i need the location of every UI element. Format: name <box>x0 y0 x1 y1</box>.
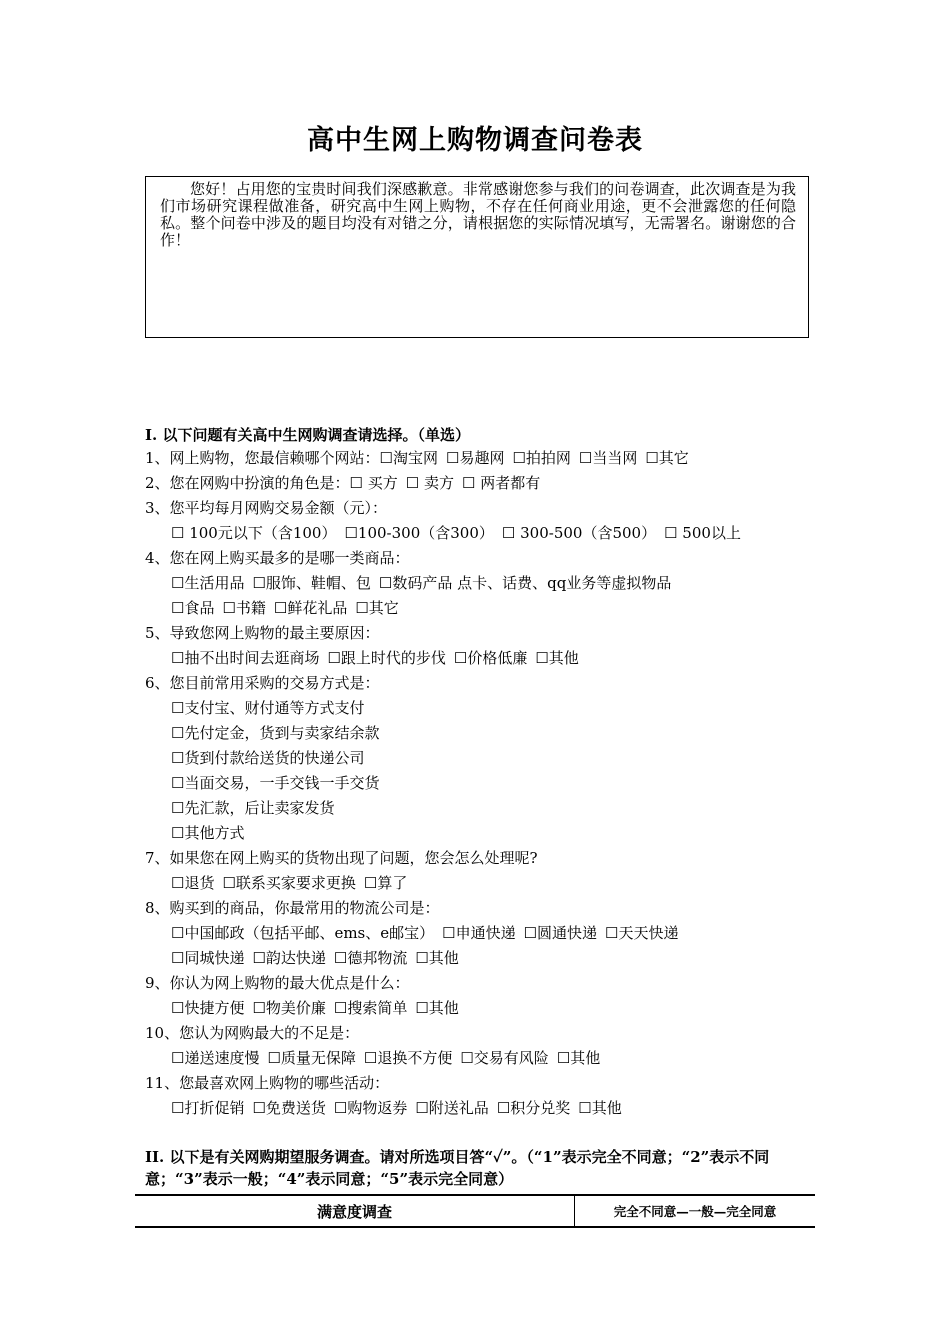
section-1 <box>145 424 815 1121</box>
option-checkbox[interactable]: ☐质量无保障 <box>267 1049 356 1067</box>
intro-box <box>145 176 809 338</box>
option-checkbox[interactable]: ☐申通快递 <box>442 924 516 942</box>
option-checkbox[interactable]: ☐ 两者都有 <box>461 474 541 492</box>
option-line <box>145 746 815 771</box>
option-line <box>145 571 815 596</box>
question-4 <box>145 546 815 571</box>
question-text: 5、导致您网上购物的最主要原因： <box>145 624 380 642</box>
option-checkbox[interactable]: ☐服饰、鞋帽、包 <box>252 574 371 592</box>
option-checkbox[interactable]: ☐跟上时代的步伐 <box>327 649 446 667</box>
question-8 <box>145 896 815 921</box>
option-checkbox[interactable]: ☐附送礼品 <box>415 1099 489 1117</box>
question-text: 2、您在网购中扮演的角色是： <box>145 474 350 492</box>
question-2 <box>145 471 815 496</box>
option-line <box>145 1046 815 1071</box>
question-text: 4、您在网上购买最多的是哪一类商品： <box>145 549 410 567</box>
question-5 <box>145 621 815 646</box>
option-checkbox[interactable]: ☐其它 <box>645 449 689 467</box>
option-checkbox[interactable]: ☐购物返券 <box>333 1099 408 1117</box>
section-1-heading: I. 以下问题有关高中生网购调查请选择。（单选） <box>145 426 470 444</box>
option-checkbox[interactable]: ☐同城快递 <box>171 949 245 967</box>
option-checkbox[interactable]: ☐其他 <box>535 649 579 667</box>
question-6 <box>145 671 815 696</box>
option-checkbox[interactable]: ☐易趣网 <box>446 449 505 467</box>
option-line <box>145 696 815 721</box>
option-checkbox[interactable]: ☐支付宝、财付通等方式支付 <box>171 699 365 717</box>
table-header-row <box>135 1195 815 1227</box>
option-checkbox[interactable]: ☐物美价廉 <box>252 999 326 1017</box>
option-checkbox[interactable]: ☐积分兑奖 <box>496 1099 571 1117</box>
question-list <box>145 446 815 1121</box>
question-10 <box>145 1021 815 1046</box>
option-checkbox[interactable]: ☐退货 <box>171 874 215 892</box>
option-checkbox[interactable]: ☐免费送货 <box>252 1099 326 1117</box>
option-checkbox[interactable]: ☐当面交易，一手交钱一手交货 <box>171 774 380 792</box>
option-checkbox[interactable]: ☐ 500以上 <box>664 524 741 542</box>
option-checkbox[interactable]: ☐先汇款，后让卖家发货 <box>171 799 335 817</box>
option-checkbox[interactable]: ☐其他方式 <box>171 824 245 842</box>
question-11 <box>145 1071 815 1096</box>
option-checkbox[interactable]: ☐其他 <box>415 999 459 1017</box>
option-checkbox[interactable]: ☐拍拍网 <box>512 449 571 467</box>
option-checkbox[interactable]: ☐ 100元以下（含100） <box>171 524 337 542</box>
option-checkbox[interactable]: ☐联系买家要求更换 <box>222 874 356 892</box>
option-checkbox[interactable]: ☐书籍 <box>222 599 266 617</box>
question-text: 8、购买到的商品，你最常用的物流公司是： <box>145 899 440 917</box>
option-line <box>145 871 815 896</box>
option-checkbox[interactable]: ☐天天快递 <box>605 924 679 942</box>
option-checkbox[interactable]: ☐算了 <box>363 874 408 892</box>
option-checkbox[interactable]: ☐其他 <box>415 949 459 967</box>
question-text: 11、您最喜欢网上购物的哪些活动： <box>145 1074 390 1092</box>
option-line <box>145 796 815 821</box>
option-checkbox[interactable]: ☐其它 <box>355 599 399 617</box>
section-2-heading: II. 以下是有关网购期望服务调查。请对所选项目答“✓”。（“1”表示完全不同意；“2”表示不同意；“3”表示一般；“4”表示同意；“5”表示完全同意） <box>145 1148 770 1188</box>
option-checkbox[interactable]: ☐打折促销 <box>171 1099 245 1117</box>
option-line <box>145 596 815 621</box>
option-checkbox[interactable]: ☐中国邮政（包括平邮、ems、e邮宝） <box>171 924 435 942</box>
option-checkbox[interactable]: ☐食品 <box>171 599 215 617</box>
option-line <box>145 646 815 671</box>
document-title: 高中生网上购物调查问卷表 <box>307 125 643 156</box>
question-text: 3、您平均每月网购交易金额（元）： <box>145 499 388 517</box>
satisfaction-table <box>135 1194 815 1228</box>
option-checkbox[interactable]: ☐抽不出时间去逛商场 <box>171 649 320 667</box>
option-checkbox[interactable]: ☐ 买方 <box>349 474 398 492</box>
option-checkbox[interactable]: ☐ 卖方 <box>405 474 454 492</box>
option-checkbox[interactable]: ☐ 300-500（含500） <box>501 524 657 542</box>
question-text: 9、你认为网上购物的最大优点是什么： <box>145 974 410 992</box>
option-checkbox[interactable]: ☐生活用品 <box>171 574 245 592</box>
option-checkbox[interactable]: ☐快捷方便 <box>171 999 245 1017</box>
question-9 <box>145 971 815 996</box>
table-header-scale: 完全不同意—一般—完全同意 <box>575 1195 816 1227</box>
question-7 <box>145 846 815 871</box>
option-line <box>145 821 815 846</box>
question-1 <box>145 446 815 471</box>
option-line <box>145 996 815 1021</box>
option-line <box>145 721 815 746</box>
question-text: 1、网上购物，您最信赖哪个网站： <box>145 449 380 467</box>
option-checkbox[interactable]: ☐交易有风险 <box>460 1049 549 1067</box>
option-checkbox[interactable]: ☐当当网 <box>578 449 638 467</box>
option-line <box>145 1096 815 1121</box>
question-text: 10、您认为网购最大的不足是： <box>145 1024 360 1042</box>
option-checkbox[interactable]: ☐搜索简单 <box>333 999 408 1017</box>
intro-text: 您好！占用您的宝贵时间我们深感歉意。非常感谢您参与我们的问卷调查，此次调查是为我们市场研究课程做准备，研究高中生网上购物，不存在任何商业用途，更不会泄露您的任何隐私。整个问卷中涉及的题目均没有对错之分，请根据您的实际情况填写，无需署名。谢谢您的合作！ <box>160 180 796 249</box>
option-checkbox[interactable]: ☐韵达快递 <box>252 949 326 967</box>
option-line <box>145 521 815 546</box>
option-checkbox[interactable]: ☐退换不方便 <box>363 1049 453 1067</box>
option-line <box>145 921 815 946</box>
option-checkbox[interactable]: ☐先付定金，货到与卖家结余款 <box>171 724 380 742</box>
option-checkbox[interactable]: ☐货到付款给送货的快递公司 <box>171 749 365 767</box>
option-checkbox[interactable]: ☐其他 <box>556 1049 601 1067</box>
option-checkbox[interactable]: ☐价格低廉 <box>453 649 528 667</box>
option-checkbox[interactable]: ☐递送速度慢 <box>171 1049 260 1067</box>
option-line <box>145 771 815 796</box>
option-line <box>145 946 815 971</box>
option-checkbox[interactable]: ☐德邦物流 <box>333 949 408 967</box>
option-checkbox[interactable]: ☐鲜花礼品 <box>273 599 348 617</box>
question-3 <box>145 496 815 521</box>
option-checkbox[interactable]: ☐100-300（含300） <box>344 524 494 542</box>
question-text: 6、您目前常用采购的交易方式是： <box>145 674 380 692</box>
option-checkbox[interactable]: ☐圆通快递 <box>523 924 598 942</box>
option-checkbox[interactable]: ☐淘宝网 <box>379 449 438 467</box>
option-checkbox[interactable]: ☐数码产品 点卡、话费、qq业务等虚拟物品 <box>378 574 672 592</box>
question-text: 7、如果您在网上购买的货物出现了问题，您会怎么处理呢? <box>145 849 538 867</box>
table-header-survey: 满意度调查 <box>135 1195 575 1227</box>
option-checkbox[interactable]: ☐其他 <box>578 1099 622 1117</box>
